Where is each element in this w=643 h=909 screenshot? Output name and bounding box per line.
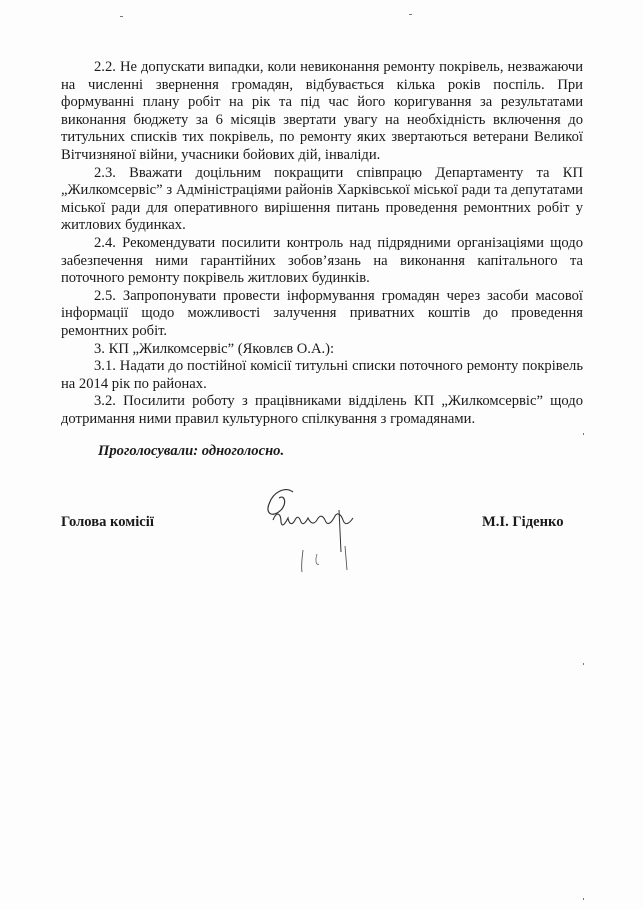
signature-name: М.І. Гіденко bbox=[482, 514, 564, 530]
paragraph-2-2: 2.2. Не допускати випадки, коли невиконання ремонту покрівель, незважаючи на численні звернення громадян, відбувається кілька років поспіль. При формуванні плану робіт на рік та під час його коригування за результатами виконання бюджету за 6 місяців звертати увагу на необхідність включення до титульних списків тих покрівель, по ремонту яких звертаються ветерани Великої Вітчизняної війни, учасники бойових дій, інваліди. bbox=[61, 59, 583, 163]
signature-role: Голова комісії bbox=[61, 514, 154, 530]
scan-speck bbox=[583, 433, 584, 435]
scan-speck bbox=[583, 663, 584, 665]
paragraph-2-4: 2.4. Рекомендувати посилити контроль над підрядними організаціями щодо забезпечення ними гарантійних зобов’язань на виконання капітального та поточного ремонту покрівель житлових будинків. bbox=[61, 234, 583, 287]
scan-speck bbox=[409, 14, 412, 15]
paragraph-3-1: 3.1. Надати до постійної комісії титульні списки поточного ремонту покрівель на 2014 рік по районах. bbox=[61, 358, 583, 392]
paragraph-3-2: 3.2. Посилити роботу з працівниками відділень КП „Жилкомсервіс” щодо дотримання ними правил культурного спілкування з громадянами. bbox=[61, 393, 583, 427]
paragraph-2-3: 2.3. Вважати доцільним покращити співпрацю Департаменту та КП „Жилкомсервіс” з Адміністраціями районів Харківської міської ради та депутатами міської ради для оперативного вирішення питань проведення ремонтних робіт у житлових будинках. bbox=[61, 164, 583, 234]
paragraph-2-5: 2.5. Запропонувати провести інформування громадян через засоби масової інформації щодо можливості залучення приватних коштів до проведення ремонтних робіт. bbox=[61, 287, 583, 339]
paragraph-3: 3. КП „Жилкомсервіс” (Яковлєв О.А.): bbox=[94, 340, 335, 357]
scan-speck bbox=[583, 898, 584, 900]
vote-result: Проголосували: одноголосно. bbox=[98, 443, 285, 459]
scan-speck bbox=[120, 16, 123, 17]
document-body bbox=[61, 59, 583, 428]
handwritten-signature bbox=[255, 480, 375, 580]
